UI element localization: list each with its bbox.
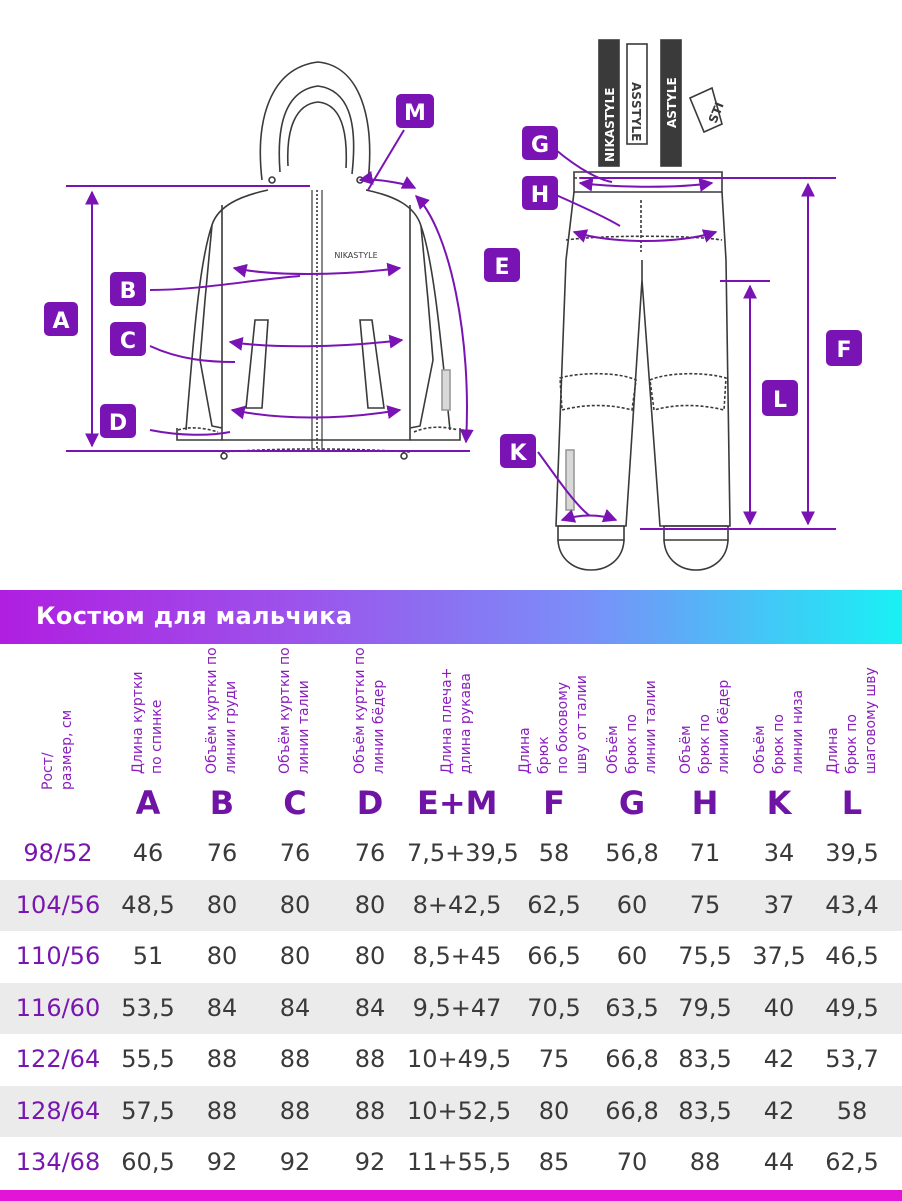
badge-l-label: L (772, 388, 788, 413)
table-cell: 42 (763, 1045, 795, 1073)
table-title-bar (0, 590, 902, 644)
table-cell: 60 (616, 890, 648, 919)
table-cell: 88 (354, 1096, 386, 1125)
strap-text-5: STI (705, 100, 727, 126)
table-cell: 57,5 (121, 1096, 175, 1125)
badge-b (110, 272, 146, 306)
badge-e (484, 248, 520, 282)
column-header-letter-8: H (691, 784, 719, 822)
table-cell: 75 (538, 1045, 570, 1073)
column-header-label-0: Рост/ размер, см (40, 709, 75, 790)
table-cell: 76 (279, 839, 311, 867)
column-header-letter-4: D (356, 784, 384, 822)
column-header-label-5: Длина плеча+ длина рукава (439, 667, 474, 774)
size-cell: 116/60 (15, 993, 101, 1022)
size-cell: 104/56 (15, 890, 101, 919)
jacket-brand-text: NIKASTYLE (334, 251, 378, 260)
size-cell: 128/64 (15, 1096, 101, 1125)
badge-d (100, 404, 136, 438)
table-cell: 76 (206, 839, 238, 867)
size-cell: 134/68 (15, 1148, 101, 1176)
badge-b-label: B (119, 279, 137, 304)
table-cell: 84 (354, 993, 386, 1022)
table-cell: 63,5 (605, 993, 659, 1022)
table-cell: 80 (279, 942, 311, 970)
table-cell: 88 (206, 1096, 238, 1125)
badge-h-label: H (530, 183, 550, 208)
badge-m-label: M (404, 101, 426, 126)
column-header-letter-3: C (283, 784, 307, 822)
table-cell: 84 (279, 993, 311, 1022)
table-row (0, 1034, 902, 1085)
badge-c-label: C (119, 329, 137, 354)
table-cell: 43,4 (825, 890, 879, 919)
table-cell: 80 (279, 890, 311, 919)
table-cell: 70 (616, 1148, 648, 1176)
column-header-letter-5: E+M (417, 784, 498, 822)
table-cell: 66,8 (605, 1045, 659, 1073)
table-cell: 53,5 (121, 993, 175, 1022)
size-cell: 122/64 (15, 1045, 101, 1073)
table-cell: 8,5+45 (412, 942, 502, 970)
table-cell: 40 (763, 993, 795, 1022)
table-cell: 51 (132, 942, 164, 970)
table-cell: 46,5 (825, 942, 879, 970)
column-header-letter-10: L (841, 784, 863, 822)
table-cell: 7,5+39,5 (407, 839, 519, 867)
table-cell: 79,5 (678, 993, 732, 1022)
badge-e-label: E (494, 255, 510, 280)
table-cell: 37,5 (752, 942, 806, 970)
badge-f-label: F (836, 338, 852, 363)
strap-text-1: NIKASTYLE (603, 87, 617, 162)
column-header-label-8: Объём брюк по линии бёдер (677, 679, 732, 774)
badge-d-label: D (108, 411, 128, 436)
column-header-label-4: Объём куртки по линии бёдер (352, 647, 387, 774)
table-cell: 92 (354, 1148, 386, 1176)
table-cell: 62,5 (825, 1148, 879, 1176)
table-cell: 83,5 (678, 1045, 732, 1073)
strap-text-4: ASTYLE (665, 77, 679, 128)
column-header-label-6: Длина брюк по боковому шву от талии (517, 675, 590, 774)
column-header-label-2: Объём куртки по линии груди (204, 647, 239, 774)
table-row (0, 983, 902, 1034)
badge-a-label: A (52, 309, 70, 334)
badge-f (826, 330, 862, 366)
column-header-label-3: Объём куртки по линии талии (277, 647, 312, 774)
table-cell: 66,8 (605, 1096, 659, 1125)
table-cell: 92 (206, 1148, 238, 1176)
table-cell: 49,5 (825, 993, 879, 1022)
table-cell: 56,8 (605, 839, 659, 867)
table-row (0, 1137, 902, 1188)
badge-a (44, 302, 78, 336)
table-cell: 88 (279, 1096, 311, 1125)
column-header-label-10: Длина брюк по шаговому шву (824, 667, 879, 774)
table-cell: 60,5 (121, 1148, 175, 1176)
strap-text-2: AS (629, 82, 643, 100)
table-cell: 37 (763, 890, 795, 919)
table-cell: 48,5 (121, 890, 175, 919)
table-cell: 10+49,5 (407, 1045, 512, 1073)
table-cell: 80 (354, 942, 386, 970)
table-cell: 75 (689, 890, 721, 919)
table-cell: 85 (538, 1148, 570, 1176)
column-header-letter-9: K (766, 784, 792, 822)
table-row (0, 828, 902, 879)
measurement-lines (66, 130, 836, 529)
table-cell: 76 (354, 839, 386, 867)
table-cell: 9,5+47 (412, 993, 502, 1022)
table-cell: 46 (132, 839, 164, 867)
badge-h (522, 176, 558, 210)
badge-g (522, 126, 558, 160)
table-cell: 58 (538, 839, 570, 867)
size-cell: 110/56 (15, 942, 101, 970)
table-cell: 88 (279, 1045, 311, 1073)
column-header-letter-2: B (209, 784, 235, 822)
column-header-area (0, 644, 902, 828)
table-cell: 39,5 (825, 839, 879, 867)
table-row (0, 931, 902, 982)
badge-l (762, 380, 798, 416)
table-cell: 70,5 (527, 993, 581, 1022)
size-diagram (0, 0, 902, 590)
table-cell: 88 (354, 1045, 386, 1073)
size-cell: 98/52 (23, 839, 93, 867)
table-cell: 58 (836, 1096, 868, 1125)
table-title: Костюм для мальчика (36, 602, 353, 630)
table-cell: 42 (763, 1096, 795, 1125)
table-cell: 55,5 (121, 1045, 175, 1073)
badge-k (500, 434, 536, 468)
table-cell: 75,5 (678, 942, 732, 970)
column-header-label-9: Объём брюк по линии низа (751, 689, 806, 774)
table-cell: 44 (763, 1148, 795, 1176)
table-cell: 80 (354, 890, 386, 919)
badge-k-label: K (509, 441, 527, 466)
table-cell: 8+42,5 (412, 890, 502, 919)
badge-m (396, 94, 434, 128)
column-header-letter-7: G (618, 784, 646, 822)
table-cell: 60 (616, 942, 648, 970)
column-header-letter-1: A (135, 784, 161, 822)
table-cell: 10+52,5 (407, 1096, 512, 1125)
badge-c (110, 322, 146, 356)
table-cell: 62,5 (527, 890, 581, 919)
column-header-letter-6: F (543, 784, 565, 822)
table-cell: 80 (206, 942, 238, 970)
table-cell: 66,5 (527, 942, 581, 970)
table-cell: 83,5 (678, 1096, 732, 1125)
column-header-label-7: Объём брюк по линии талии (604, 680, 659, 774)
table-cell: 80 (206, 890, 238, 919)
bottom-accent-bar (0, 1190, 902, 1201)
table-cell: 92 (279, 1148, 311, 1176)
table-cell: 88 (206, 1045, 238, 1073)
column-header-label-1: Длина куртки по спинке (130, 671, 165, 774)
table-row (0, 1086, 902, 1137)
table-cell: 80 (538, 1096, 570, 1125)
table-cell: 84 (206, 993, 238, 1022)
table-cell: 11+55,5 (407, 1148, 512, 1176)
strap-text-3: STYLE (629, 100, 643, 142)
table-cell: 88 (689, 1148, 721, 1176)
badge-g-label: G (530, 133, 550, 158)
table-cell: 53,7 (825, 1045, 879, 1073)
table-cell: 71 (689, 839, 721, 867)
table-row (0, 880, 902, 931)
table-cell: 34 (763, 839, 795, 867)
